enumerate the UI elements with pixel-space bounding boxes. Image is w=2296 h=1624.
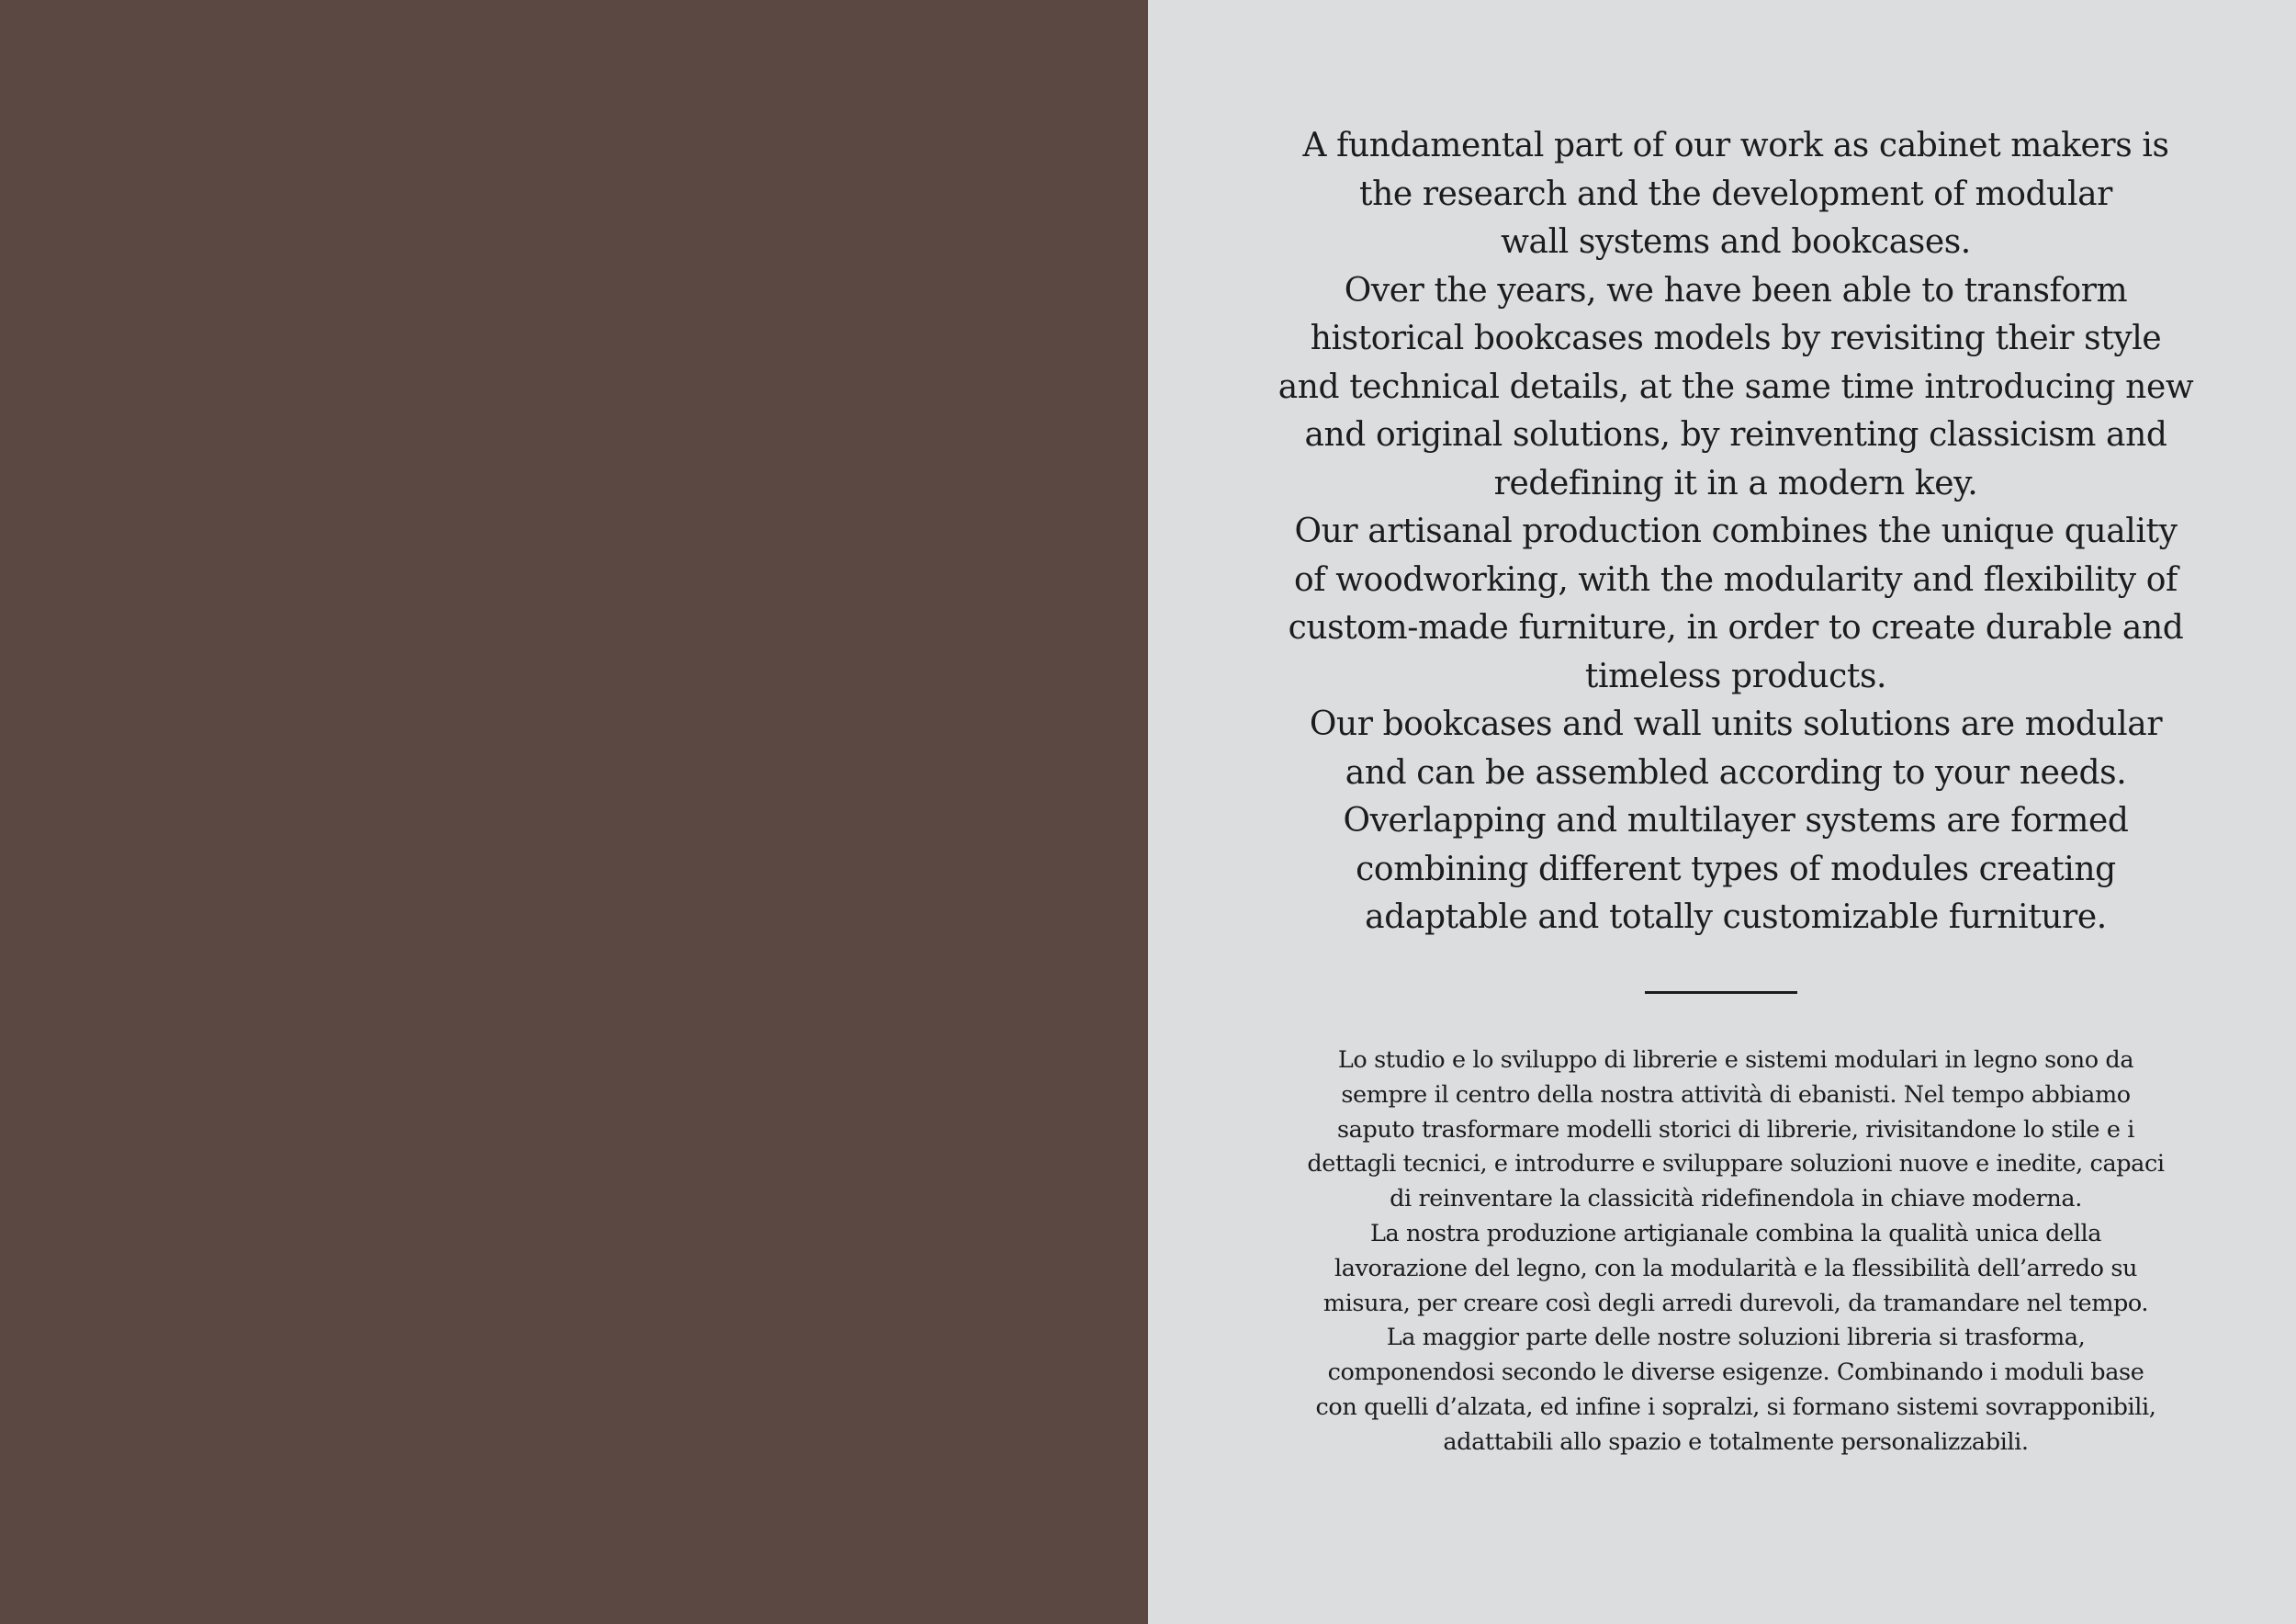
text-line: Our bookcases and wall units solutions are modular bbox=[1309, 705, 2163, 743]
text-line: La maggior parte delle nostre soluzioni libreria si trasforma, bbox=[1386, 1324, 2086, 1352]
text-line: Over the years, we have been able to transform bbox=[1344, 271, 2128, 310]
text-line: wall systems and bookcases. bbox=[1501, 223, 1971, 261]
text-line: historical bookcases models by revisiting their style bbox=[1310, 320, 2162, 357]
text-line: lavorazione del legno, con la modularità e la flessibilità dell’arredo su bbox=[1334, 1254, 2138, 1282]
text-line: Overlapping and multilayer systems are formed bbox=[1343, 802, 2129, 840]
text-line: A fundamental part of our work as cabinet makers is bbox=[1302, 127, 2169, 164]
text-line: di reinventare la classicità ridefinendola in chiave moderna. bbox=[1390, 1185, 2082, 1213]
text-line: and can be assembled according to your needs. bbox=[1345, 753, 2127, 792]
text-line: of woodworking, with the modularity and flexibility of bbox=[1294, 560, 2178, 599]
text-line: sempre il centro della nostra attività di ebanisti. Nel tempo abbiamo bbox=[1341, 1080, 2131, 1109]
english-paragraph-2 bbox=[1277, 267, 2195, 509]
italian-text-block bbox=[1277, 1043, 2195, 1460]
text-line: misura, per creare così degli arredi durevoli, da tramandare nel tempo. bbox=[1322, 1289, 2149, 1317]
text-line: the research and the development of modular bbox=[1359, 175, 2112, 213]
right-text-page bbox=[1148, 0, 2296, 1624]
text-line: custom-made furniture, in order to create durable and bbox=[1288, 609, 2184, 647]
text-line: adattabili allo spazio e totalmente personalizzabili. bbox=[1443, 1427, 2029, 1456]
text-line: dettagli tecnici, e introdurre e sviluppare soluzioni nuove e inedite, capaci bbox=[1307, 1150, 2165, 1179]
text-line: componendosi secondo le diverse esigenze. Combinando i moduli base bbox=[1327, 1359, 2144, 1387]
english-paragraph-3 bbox=[1277, 508, 2195, 701]
text-line: and original solutions, by reinventing classicism and bbox=[1304, 416, 2167, 454]
english-text-block bbox=[1277, 122, 2195, 942]
text-line: Our artisanal production combines the unique quality bbox=[1294, 513, 2178, 550]
section-divider bbox=[1645, 991, 1797, 994]
english-paragraph-1 bbox=[1277, 122, 2195, 267]
text-line: and technical details, at the same time introducing new bbox=[1277, 367, 2194, 406]
text-line: La nostra produzione artigianale combina la qualità unica della bbox=[1369, 1219, 2102, 1247]
text-line: timeless products. bbox=[1584, 657, 1887, 695]
text-line: saputo trasformare modelli storici di librerie, rivisitandone lo stile e i bbox=[1337, 1115, 2134, 1144]
text-line: con quelli d’alzata, ed infine i sopralzi, si formano sistemi sovrapponibili, bbox=[1315, 1393, 2156, 1421]
text-line: adaptable and totally customizable furniture. bbox=[1365, 898, 2107, 936]
text-line: Lo studio e lo sviluppo di librerie e sistemi modulari in legno sono da bbox=[1337, 1046, 2134, 1074]
text-line: combining different types of modules creating bbox=[1356, 850, 2116, 888]
english-paragraph-4 bbox=[1277, 701, 2195, 942]
text-line: redefining it in a modern key. bbox=[1493, 464, 1978, 502]
